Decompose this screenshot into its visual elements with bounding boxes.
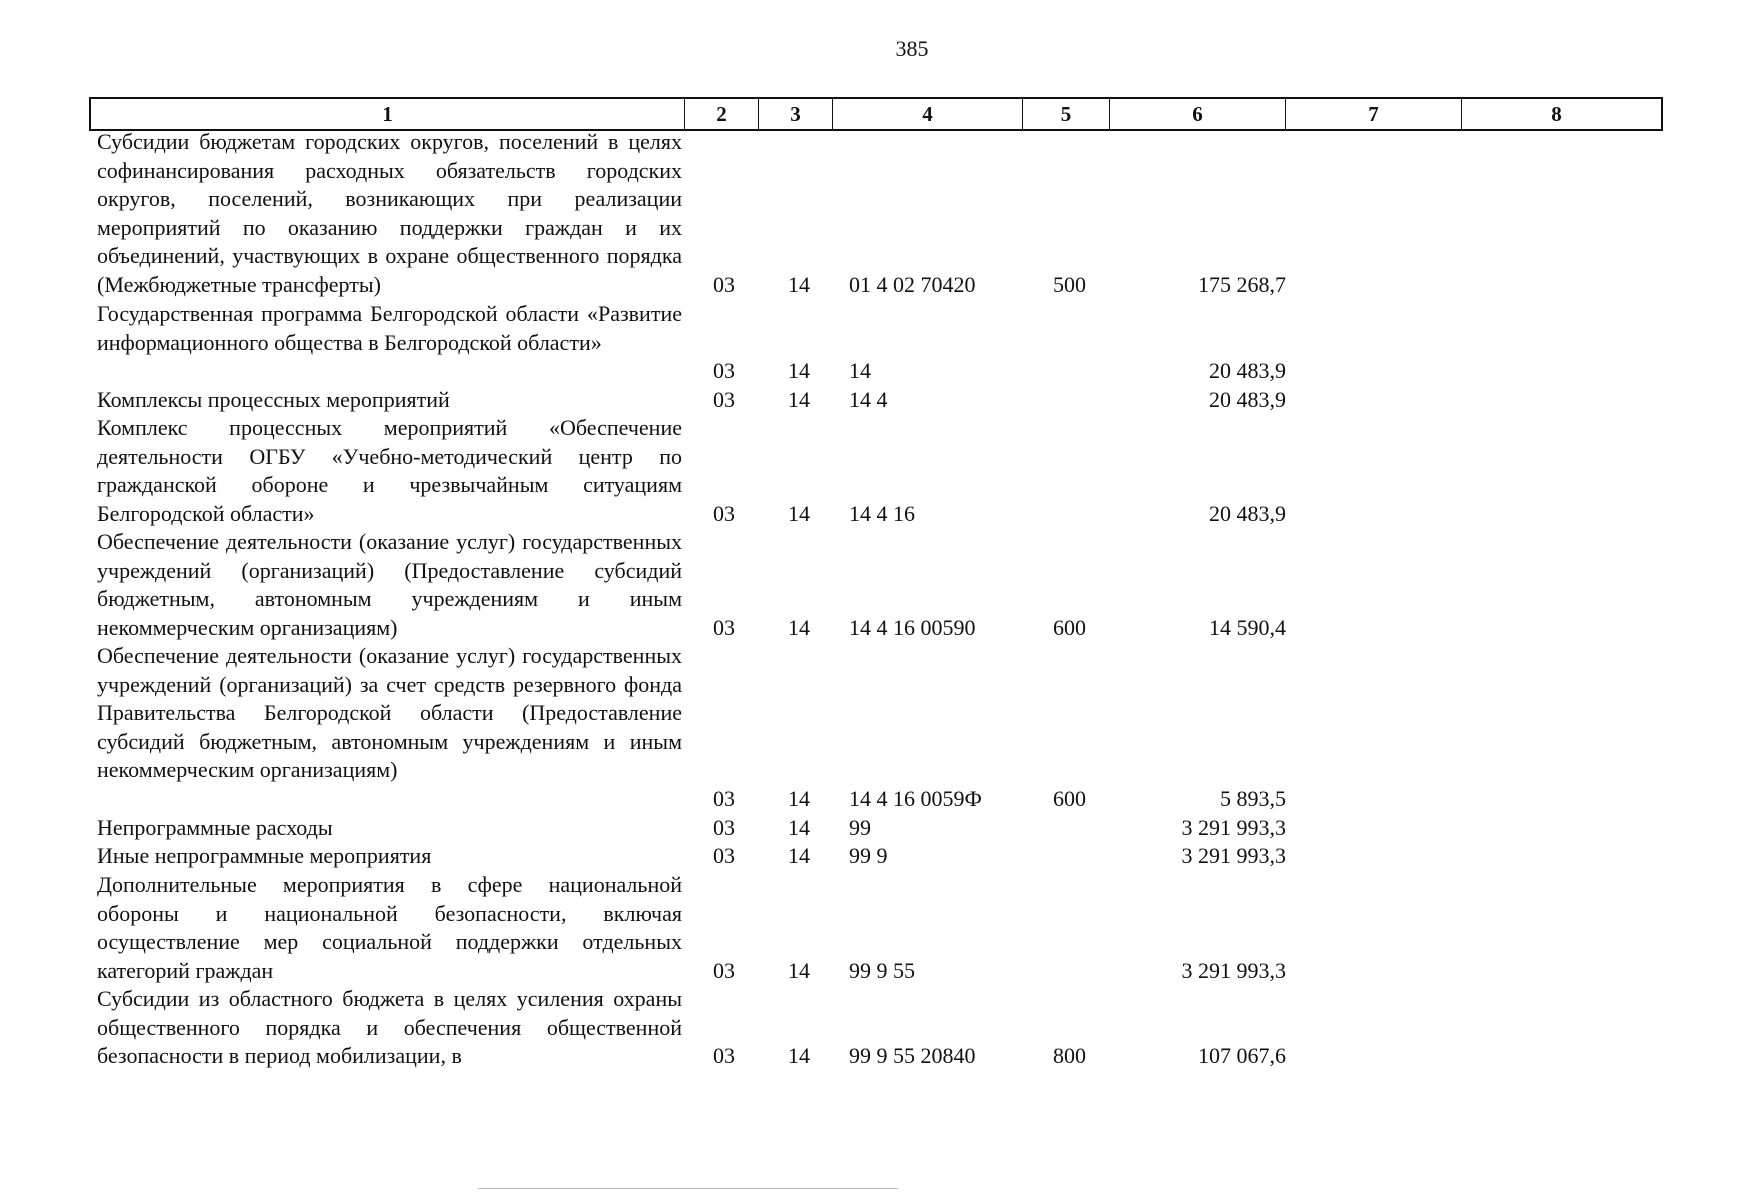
row-target-article: 99 9 bbox=[849, 843, 888, 868]
row-amount: 5 893,5 bbox=[1220, 786, 1286, 811]
row-amount: 20 483,9 bbox=[1209, 387, 1286, 412]
row-expense-type: 600 bbox=[1053, 615, 1086, 640]
row-subsection: 14 bbox=[788, 615, 810, 640]
row-amount: 3 291 993,3 bbox=[1181, 815, 1286, 840]
header-col-7: 7 bbox=[1286, 99, 1462, 129]
row-amount: 14 590,4 bbox=[1209, 615, 1286, 640]
header-col-1: 1 bbox=[91, 99, 685, 129]
row-expense-type: 500 bbox=[1053, 272, 1086, 297]
row-section: 03 bbox=[713, 358, 735, 383]
row-expense-type: 600 bbox=[1053, 786, 1086, 811]
row-target-article: 14 bbox=[849, 358, 871, 383]
row-section: 03 bbox=[713, 786, 735, 811]
row-subsection: 14 bbox=[788, 1043, 810, 1068]
row-section: 03 bbox=[713, 843, 735, 868]
row-subsection: 14 bbox=[788, 786, 810, 811]
header-col-6: 6 bbox=[1110, 99, 1286, 129]
row-section: 03 bbox=[713, 387, 735, 412]
row-amount: 3 291 993,3 bbox=[1181, 958, 1286, 983]
row-description: Непрограммные расходы bbox=[97, 815, 333, 840]
row-section: 03 bbox=[713, 815, 735, 840]
row-target-article: 99 bbox=[849, 815, 871, 840]
row-description: Дополнительные мероприятия в сфере национальной обороны и национальной безопасности, включая осуществление мер социальной поддержки отдельных категорий граждан bbox=[97, 872, 682, 983]
row-amount: 3 291 993,3 bbox=[1181, 843, 1286, 868]
row-expense-type: 800 bbox=[1053, 1043, 1086, 1068]
row-description: Комплекс процессных мероприятий «Обеспечение деятельности ОГБУ «Учебно-методический центр по гражданской обороне и чрезвычайным ситуациям Белгородской области» bbox=[97, 415, 682, 526]
row-section: 03 bbox=[713, 501, 735, 526]
row-section: 03 bbox=[713, 272, 735, 297]
row-amount: 20 483,9 bbox=[1209, 501, 1286, 526]
row-section: 03 bbox=[713, 958, 735, 983]
scan-line-divider bbox=[478, 1188, 898, 1189]
row-subsection: 14 bbox=[788, 501, 810, 526]
header-col-4: 4 bbox=[833, 99, 1023, 129]
row-description: Обеспечение деятельности (оказание услуг) государственных учреждений (организаций) (Предоставление субсидий бюджетным, автономным учреждениям и иным некоммерческим организациям) bbox=[97, 529, 682, 640]
row-target-article: 14 4 16 00590 bbox=[849, 615, 976, 640]
row-description: Субсидии из областного бюджета в целях усиления охраны общественного порядка и обеспечения общественной безопасности в период мобилизации, в bbox=[97, 986, 682, 1069]
row-amount: 175 268,7 bbox=[1198, 272, 1286, 297]
row-description: Государственная программа Белгородской области «Развитие информационного общества в Белгородской области» bbox=[97, 301, 682, 355]
row-target-article: 14 4 bbox=[849, 387, 888, 412]
row-description: Комплексы процессных мероприятий bbox=[97, 387, 450, 412]
row-subsection: 14 bbox=[788, 272, 810, 297]
row-target-article: 14 4 16 0059Ф bbox=[849, 786, 982, 811]
row-target-article: 99 9 55 bbox=[849, 958, 915, 983]
row-description: Обеспечение деятельности (оказание услуг) государственных учреждений (организаций) за счет средств резервного фонда Правительства Белгородской области (Предоставление субсидий бюджетным, автономным учреждениям и иным некоммерческим организациям) bbox=[97, 643, 682, 783]
header-col-2: 2 bbox=[685, 99, 759, 129]
row-subsection: 14 bbox=[788, 387, 810, 412]
row-section: 03 bbox=[713, 615, 735, 640]
page-number: 385 bbox=[895, 36, 929, 61]
row-description: Субсидии бюджетам городских округов, поселений в целях софинансирования расходных обязательств городских округов, поселений, возникающих при реализации мероприятий по оказанию поддержки граждан и их объединений, участвующих в охране общественного порядка (Межбюджетные трансферты) bbox=[97, 129, 682, 297]
header-col-3: 3 bbox=[759, 99, 833, 129]
row-target-article: 99 9 55 20840 bbox=[849, 1043, 976, 1068]
row-section: 03 bbox=[713, 1043, 735, 1068]
row-subsection: 14 bbox=[788, 358, 810, 383]
row-target-article: 01 4 02 70420 bbox=[849, 272, 976, 297]
row-subsection: 14 bbox=[788, 958, 810, 983]
row-subsection: 14 bbox=[788, 843, 810, 868]
row-amount: 107 067,6 bbox=[1198, 1043, 1286, 1068]
header-col-8: 8 bbox=[1551, 101, 1562, 126]
row-description: Иные непрограммные мероприятия bbox=[97, 843, 432, 868]
header-col-5: 5 bbox=[1023, 99, 1110, 129]
row-subsection: 14 bbox=[788, 815, 810, 840]
row-target-article: 14 4 16 bbox=[849, 501, 915, 526]
row-amount: 20 483,9 bbox=[1209, 358, 1286, 383]
